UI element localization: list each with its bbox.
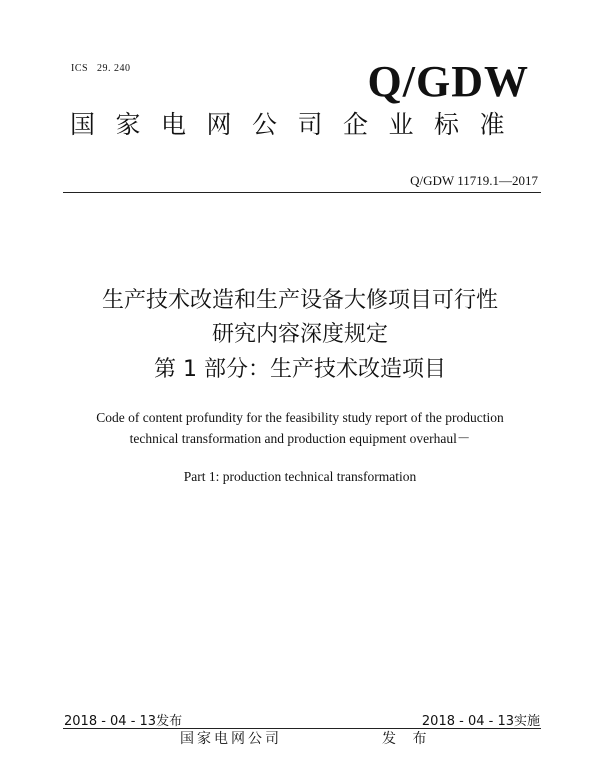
publish-label: 发 布 <box>382 731 433 747</box>
header-divider <box>63 192 541 193</box>
chinese-title-line-2: 研究内容深度规定 <box>211 322 388 347</box>
footer-divider <box>63 728 541 729</box>
organization-title: 国家电网公司企业标准 <box>70 110 526 139</box>
chinese-title-line-3: 第 1 部分：生产技术改造项目 <box>154 357 446 382</box>
english-title-line-3: Part 1: production technical transformation <box>183 469 417 484</box>
english-title-line-2: technical transformation and production equipment overhaul－ <box>129 431 471 446</box>
standard-number: Q/GDW 11719.1—2017 <box>410 173 538 188</box>
gdw-logo: Q/GDW <box>367 57 529 106</box>
english-title-line-1: Code of content profundity for the feasibility study report of the production <box>96 410 504 425</box>
implementation-date: 2018 - 04 - 13实施 <box>421 714 540 729</box>
publisher-name: 国家电网公司 <box>180 731 282 747</box>
chinese-title-line-1: 生产技术改造和生产设备大修项目可行性 <box>101 288 498 313</box>
ics-code: ICS 29. 240 <box>71 63 131 74</box>
issue-date: 2018 - 04 - 13发布 <box>64 714 183 729</box>
